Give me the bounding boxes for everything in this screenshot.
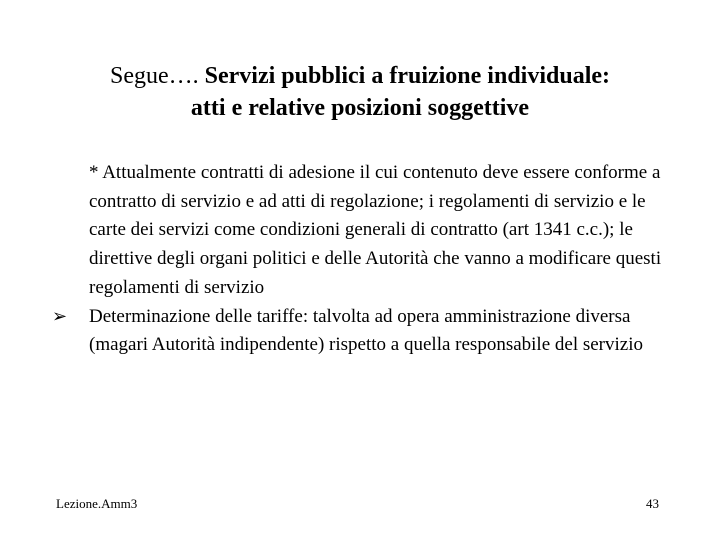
slide-title (40, 60, 680, 124)
title-prefix: Segue…. (109, 63, 205, 89)
slide-body (52, 159, 670, 360)
paragraph-text: * Attualmente contratti di adesione il cui contenuto deve essere conforme a contratto di servizio e ad atti di regolazione; i regolamenti di servizio e le carte dei servizi come condizioni generali di contratto (art 1341 c.c.); le direttive degli organi politici e delle Autorità che vanno a modificare questi regolamenti di servizio (89, 162, 662, 298)
arrow-bullet-icon: ➢ (52, 305, 68, 327)
paragraph-contratti (70, 159, 670, 303)
bullet-item-tariffe (52, 303, 670, 360)
title-line-2: atti e relative posizioni soggettive (190, 95, 530, 121)
page-number: 43 (646, 496, 659, 511)
title-line-1: Servizi pubblici a fruizione individuale: (204, 63, 611, 89)
bullet-text: Determinazione delle tariffe: talvolta ad opera amministrazione diversa (magari Autorità indipendente) rispetto a quella responsabile del servizio (89, 305, 643, 356)
footer-lecture-label: Lezione.Amm3 (56, 496, 138, 511)
